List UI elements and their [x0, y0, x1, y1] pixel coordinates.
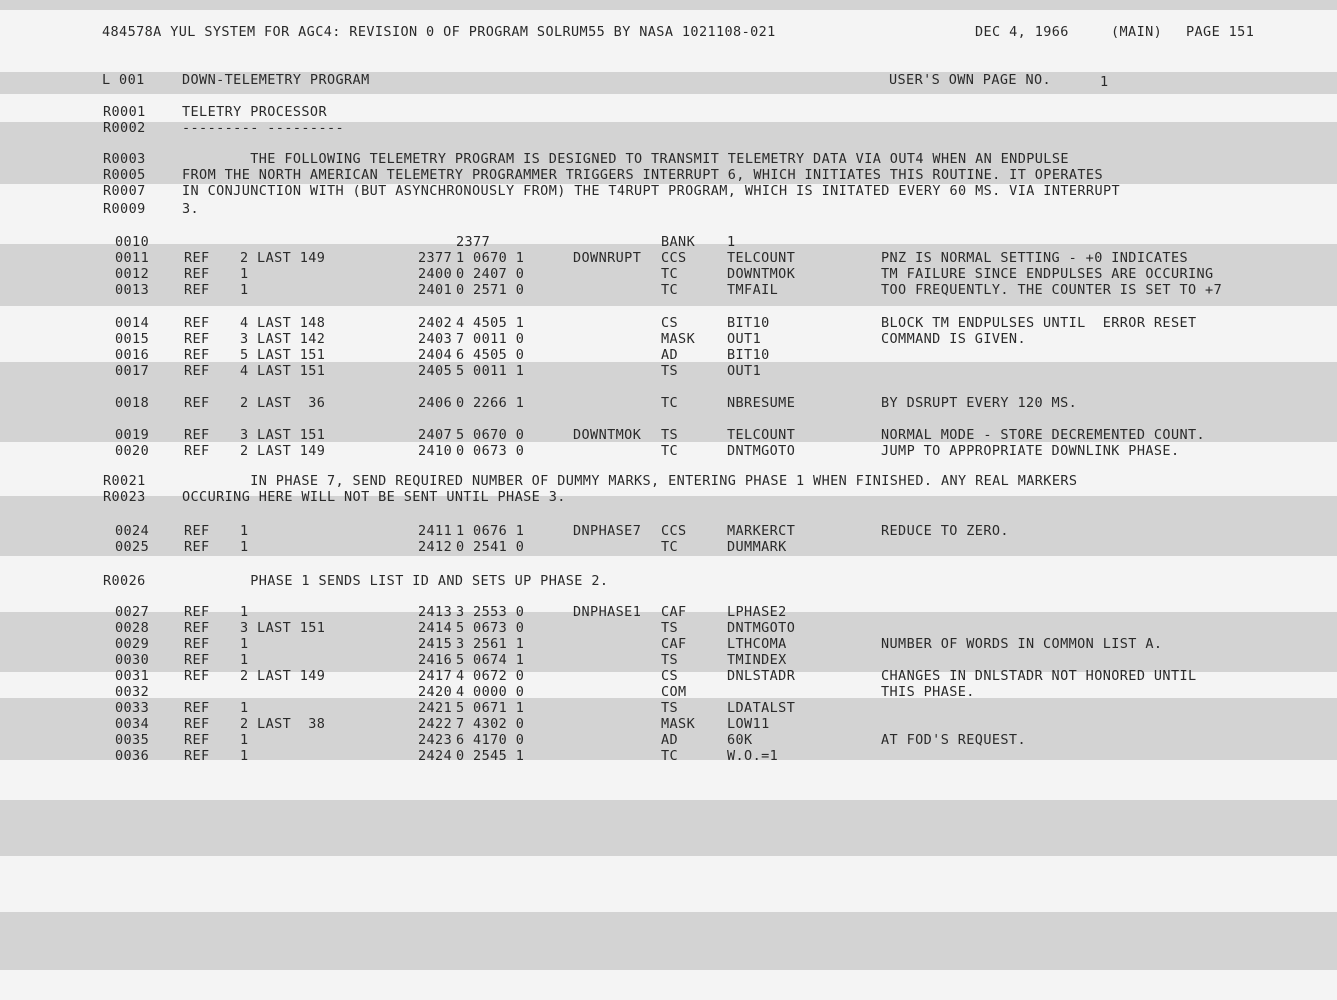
header-page: PAGE 151 [1186, 24, 1255, 40]
remark-number: R0026 [103, 573, 146, 589]
octal-word: 0 2545 1 [456, 748, 525, 764]
operand: W.O.=1 [727, 748, 779, 764]
ref-info: 1 [240, 748, 249, 764]
opcode: TC [661, 539, 679, 555]
line-number: 0015 [115, 331, 150, 347]
line-number: 0024 [115, 523, 150, 539]
remark-text: THE FOLLOWING TELEMETRY PROGRAM IS DESIGNED TO TRANSMIT TELEMETRY DATA VIA OUT4 WHEN AN ENDPULSE [182, 151, 1069, 167]
location: 2402 [418, 315, 453, 331]
octal-word: 6 4505 0 [456, 347, 525, 363]
line-number: 0030 [115, 652, 150, 668]
operand: TELCOUNT [727, 250, 796, 266]
comment: NUMBER OF WORDS IN COMMON LIST A. [881, 636, 1163, 652]
line-number: 0010 [115, 234, 150, 250]
ref-tag: REF [184, 748, 210, 764]
location: 2400 [418, 266, 453, 282]
opcode: CAF [661, 636, 687, 652]
opcode: CCS [661, 523, 687, 539]
remark-text: FROM THE NORTH AMERICAN TELEMETRY PROGRAMMER TRIGGERS INTERRUPT 6, WHICH INITIATES THIS ROUTINE. IT OPERATES [182, 167, 1103, 183]
ref-info: 1 [240, 700, 249, 716]
octal-word: 0 2571 0 [456, 282, 525, 298]
operand: BIT10 [727, 347, 770, 363]
line-number: 0034 [115, 716, 150, 732]
ref-info: 4 LAST 151 [240, 363, 326, 379]
ref-tag: REF [184, 716, 210, 732]
opcode: TC [661, 266, 679, 282]
operand: 60K [727, 732, 753, 748]
location: 2377 [418, 250, 453, 266]
opcode: TS [661, 427, 679, 443]
location: 2421 [418, 700, 453, 716]
line-number: 0013 [115, 282, 150, 298]
opcode: CS [661, 315, 679, 331]
ref-info: 5 LAST 151 [240, 347, 326, 363]
comment: BY DSRUPT EVERY 120 MS. [881, 395, 1078, 411]
line-number: 0027 [115, 604, 150, 620]
ref-tag: REF [184, 250, 210, 266]
location: 2410 [418, 443, 453, 459]
octal-word: 0 2407 0 [456, 266, 525, 282]
ref-tag: REF [184, 668, 210, 684]
opcode: MASK [661, 716, 696, 732]
line-number: 0011 [115, 250, 150, 266]
location: 2414 [418, 620, 453, 636]
ref-tag: REF [184, 363, 210, 379]
octal-word: 3 2561 1 [456, 636, 525, 652]
operand: DNTMGOTO [727, 443, 796, 459]
octal-word: 4 4505 1 [456, 315, 525, 331]
ref-info: 2 LAST 36 [240, 395, 326, 411]
octal-word: 5 0670 0 [456, 427, 525, 443]
line-number: 0016 [115, 347, 150, 363]
location: 2403 [418, 331, 453, 347]
ref-info: 2 LAST 149 [240, 668, 326, 684]
octal-word: 7 0011 0 [456, 331, 525, 347]
line-number: 0019 [115, 427, 150, 443]
opcode: TC [661, 282, 679, 298]
opcode: AD [661, 347, 679, 363]
operand: NBRESUME [727, 395, 796, 411]
header-title: 484578A YUL SYSTEM FOR AGC4: REVISION 0 OF PROGRAM SOLRUM55 BY NASA 1021108-021 [102, 24, 776, 40]
location: 2415 [418, 636, 453, 652]
line-number: 0025 [115, 539, 150, 555]
operand: DOWNTMOK [727, 266, 796, 282]
ref-info: 1 [240, 652, 249, 668]
opcode: MASK [661, 331, 696, 347]
octal-word: 6 4170 0 [456, 732, 525, 748]
location: 2422 [418, 716, 453, 732]
operand: DNTMGOTO [727, 620, 796, 636]
line-number: 0020 [115, 443, 150, 459]
ref-tag: REF [184, 266, 210, 282]
octal-word: 0 2266 1 [456, 395, 525, 411]
operand: DUMMARK [727, 539, 787, 555]
ref-tag: REF [184, 732, 210, 748]
ref-tag: REF [184, 620, 210, 636]
ref-tag: REF [184, 539, 210, 555]
ref-info: 1 [240, 282, 249, 298]
ref-info: 3 LAST 142 [240, 331, 326, 347]
remark-text: --------- --------- [182, 120, 345, 136]
octal-word: 5 0671 1 [456, 700, 525, 716]
operand: LPHASE2 [727, 604, 787, 620]
log-title: DOWN-TELEMETRY PROGRAM [182, 72, 370, 88]
location: 2407 [418, 427, 453, 443]
opcode: CAF [661, 604, 687, 620]
remark-number: R0021 [103, 473, 146, 489]
octal-word: 3 2553 0 [456, 604, 525, 620]
opcode: CS [661, 668, 679, 684]
line-number: 0014 [115, 315, 150, 331]
operand: 1 [727, 234, 736, 250]
octal-word: 1 0676 1 [456, 523, 525, 539]
opcode: TC [661, 395, 679, 411]
opcode: COM [661, 684, 687, 700]
location: 2423 [418, 732, 453, 748]
location: 2401 [418, 282, 453, 298]
comment: CHANGES IN DNLSTADR NOT HONORED UNTIL [881, 668, 1197, 684]
log-id: L 001 [102, 72, 145, 88]
ref-info: 1 [240, 732, 249, 748]
remark-number: R0007 [103, 183, 146, 199]
remark-text: 3. [182, 201, 200, 217]
comment: NORMAL MODE - STORE DECREMENTED COUNT. [881, 427, 1206, 443]
location: 2420 [418, 684, 453, 700]
remark-text: TELETRY PROCESSOR [182, 104, 327, 120]
remark-number: R0001 [103, 104, 146, 120]
operand: TMFAIL [727, 282, 779, 298]
location: 2411 [418, 523, 453, 539]
symbol-label: DOWNTMOK [573, 427, 642, 443]
ref-tag: REF [184, 523, 210, 539]
ref-tag: REF [184, 604, 210, 620]
ref-tag: REF [184, 636, 210, 652]
remark-number: R0023 [103, 489, 146, 505]
comment: THIS PHASE. [881, 684, 975, 700]
ref-info: 1 [240, 636, 249, 652]
opcode: TC [661, 748, 679, 764]
ref-info: 1 [240, 539, 249, 555]
location: 2404 [418, 347, 453, 363]
octal-word: 7 4302 0 [456, 716, 525, 732]
comment: REDUCE TO ZERO. [881, 523, 1009, 539]
ref-info: 4 LAST 148 [240, 315, 326, 331]
ref-info: 1 [240, 266, 249, 282]
operand: TMINDEX [727, 652, 787, 668]
operand: DNLSTADR [727, 668, 796, 684]
opcode: TS [661, 363, 679, 379]
ref-tag: REF [184, 282, 210, 298]
octal-word: 2377 [456, 234, 491, 250]
comment: COMMAND IS GIVEN. [881, 331, 1026, 347]
symbol-label: DNPHASE7 [573, 523, 642, 539]
opcode: TS [661, 620, 679, 636]
comment: TOO FREQUENTLY. THE COUNTER IS SET TO +7 [881, 282, 1223, 298]
location: 2412 [418, 539, 453, 555]
remark-text: OCCURING HERE WILL NOT BE SENT UNTIL PHASE 3. [182, 489, 566, 505]
ref-tag: REF [184, 427, 210, 443]
comment: TM FAILURE SINCE ENDPULSES ARE OCCURING [881, 266, 1214, 282]
operand: MARKERCT [727, 523, 796, 539]
remark-text: IN CONJUNCTION WITH (BUT ASYNCHRONOUSLY FROM) THE T4RUPT PROGRAM, WHICH IS INITATED EVERY 60 MS. VIA INTERRUPT [182, 183, 1121, 199]
remark-text: PHASE 1 SENDS LIST ID AND SETS UP PHASE 2. [182, 573, 609, 589]
octal-word: 4 0000 0 [456, 684, 525, 700]
ref-tag: REF [184, 331, 210, 347]
location: 2424 [418, 748, 453, 764]
user-page-number: 1 [1100, 74, 1109, 90]
ref-info: 3 LAST 151 [240, 620, 326, 636]
remark-number: R0003 [103, 151, 146, 167]
octal-word: 5 0673 0 [456, 620, 525, 636]
operand: BIT10 [727, 315, 770, 331]
ref-tag: REF [184, 347, 210, 363]
line-number: 0017 [115, 363, 150, 379]
opcode: CCS [661, 250, 687, 266]
operand: LDATALST [727, 700, 796, 716]
ref-info: 2 LAST 149 [240, 443, 326, 459]
ref-tag: REF [184, 652, 210, 668]
ref-info: 1 [240, 604, 249, 620]
remark-number: R0005 [103, 167, 146, 183]
ref-tag: REF [184, 315, 210, 331]
user-page-label: USER'S OWN PAGE NO. [889, 72, 1052, 88]
line-number: 0018 [115, 395, 150, 411]
opcode: TS [661, 652, 679, 668]
operand: LOW11 [727, 716, 770, 732]
remark-text: IN PHASE 7, SEND REQUIRED NUMBER OF DUMMY MARKS, ENTERING PHASE 1 WHEN FINISHED. ANY REAL MARKERS [182, 473, 1078, 489]
ref-tag: REF [184, 395, 210, 411]
line-number: 0031 [115, 668, 150, 684]
remark-number: R0009 [103, 201, 146, 217]
line-number: 0028 [115, 620, 150, 636]
line-number: 0029 [115, 636, 150, 652]
octal-word: 0 2541 0 [456, 539, 525, 555]
location: 2413 [418, 604, 453, 620]
opcode: AD [661, 732, 679, 748]
header-date: DEC 4, 1966 [975, 24, 1069, 40]
location: 2406 [418, 395, 453, 411]
comment: AT FOD'S REQUEST. [881, 732, 1026, 748]
line-number: 0035 [115, 732, 150, 748]
line-number: 0036 [115, 748, 150, 764]
remark-number: R0002 [103, 120, 146, 136]
octal-word: 0 0673 0 [456, 443, 525, 459]
ref-info: 1 [240, 523, 249, 539]
operand: LTHCOMA [727, 636, 787, 652]
header-section: (MAIN) [1111, 24, 1163, 40]
location: 2417 [418, 668, 453, 684]
comment: BLOCK TM ENDPULSES UNTIL ERROR RESET [881, 315, 1197, 331]
octal-word: 5 0011 1 [456, 363, 525, 379]
ref-tag: REF [184, 443, 210, 459]
symbol-label: DOWNRUPT [573, 250, 642, 266]
location: 2416 [418, 652, 453, 668]
comment: JUMP TO APPROPRIATE DOWNLINK PHASE. [881, 443, 1180, 459]
ref-info: 3 LAST 151 [240, 427, 326, 443]
octal-word: 4 0672 0 [456, 668, 525, 684]
opcode: TS [661, 700, 679, 716]
operand: TELCOUNT [727, 427, 796, 443]
ref-info: 2 LAST 38 [240, 716, 326, 732]
operand: OUT1 [727, 363, 762, 379]
octal-word: 1 0670 1 [456, 250, 525, 266]
operand: OUT1 [727, 331, 762, 347]
location: 2405 [418, 363, 453, 379]
octal-word: 5 0674 1 [456, 652, 525, 668]
line-number: 0032 [115, 684, 150, 700]
symbol-label: DNPHASE1 [573, 604, 642, 620]
line-number: 0012 [115, 266, 150, 282]
opcode: TC [661, 443, 679, 459]
ref-info: 2 LAST 149 [240, 250, 326, 266]
comment: PNZ IS NORMAL SETTING - +0 INDICATES [881, 250, 1188, 266]
line-number: 0033 [115, 700, 150, 716]
opcode: BANK [661, 234, 696, 250]
ref-tag: REF [184, 700, 210, 716]
